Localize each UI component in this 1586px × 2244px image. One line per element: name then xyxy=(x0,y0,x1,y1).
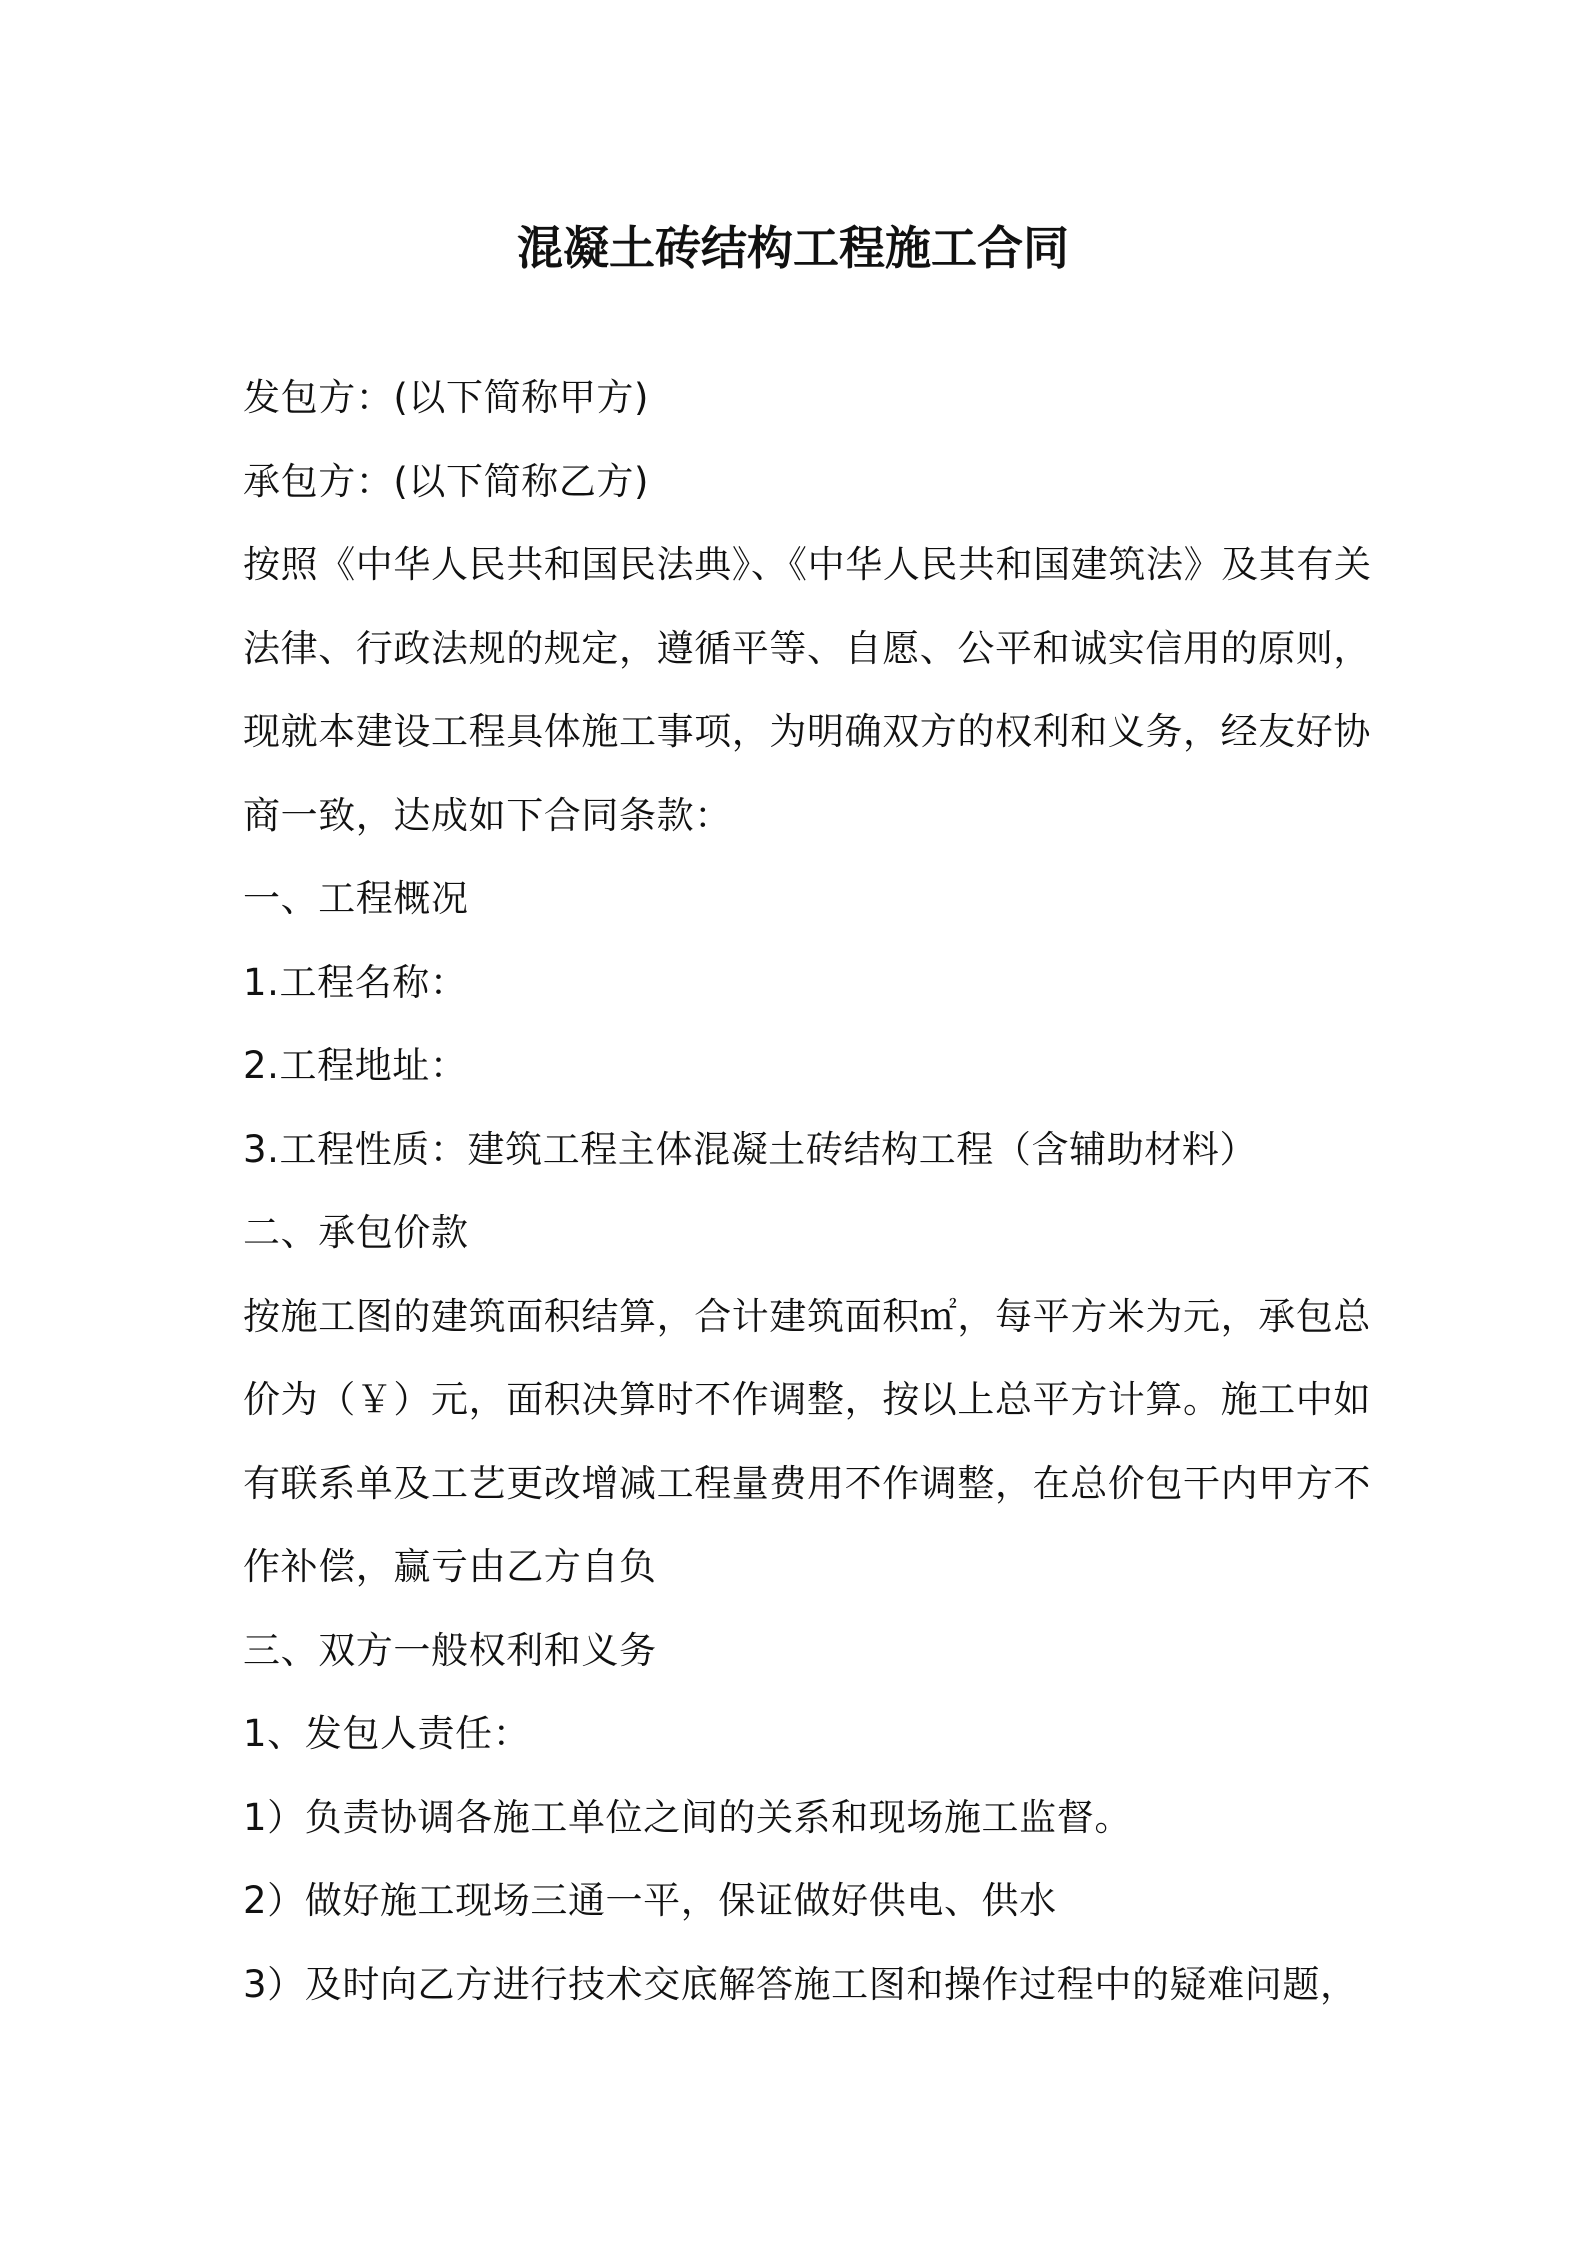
preamble-line: 法律、行政法规的规定，遵循平等、自愿、公平和诚实信用的原则， xyxy=(243,626,1371,670)
page-title: 混凝土砖结构工程施工合同 xyxy=(517,221,1069,275)
section-heading: 二、承包价款 xyxy=(243,1211,469,1254)
price-paragraph-line: 价为（￥）元，面积决算时不作调整，按以上总平方计算。施工中如 xyxy=(243,1378,1371,1421)
list-item: 3）及时向乙方进行技术交底解答施工图和操作过程中的疑难问题， xyxy=(243,1962,1358,2006)
project-nature-line: 3.工程性质：建筑工程主体混凝土砖结构工程（含辅助材料） xyxy=(243,1127,1258,1171)
project-name-line: 1.工程名称： xyxy=(243,960,468,1004)
party-b-line: 承包方：(以下简称乙方) xyxy=(243,459,650,503)
price-paragraph-line: 按施工图的建筑面积结算，合计建筑面积㎡，每平方米为元，承包总 xyxy=(243,1294,1371,1338)
preamble-line: 按照《中华人民共和国民法典》、《中华人民共和国建筑法》及其有关 xyxy=(243,543,1372,586)
price-paragraph-line: 作补偿，赢亏由乙方自负 xyxy=(243,1545,657,1588)
subsection-heading: 1、发包人责任： xyxy=(243,1712,531,1755)
price-paragraph-line: 有联系单及工艺更改增减工程量费用不作调整，在总价包干内甲方不 xyxy=(243,1461,1371,1505)
section-heading: 一、工程概况 xyxy=(243,877,469,920)
contract-body xyxy=(243,356,1372,2026)
list-item: 1）负责协调各施工单位之间的关系和现场施工监督。 xyxy=(243,1795,1132,1839)
list-item: 2）做好施工现场三通一平，保证做好供电、供水 xyxy=(243,1879,1057,1922)
section-heading: 三、双方一般权利和义务 xyxy=(243,1628,657,1672)
project-address-line: 2.工程地址： xyxy=(243,1044,468,1087)
preamble-line: 商一致，达成如下合同条款： xyxy=(243,793,732,837)
preamble-line: 现就本建设工程具体施工事项，为明确双方的权利和义务，经友好协 xyxy=(243,710,1371,753)
party-a-line: 发包方：(以下简称甲方) xyxy=(243,376,650,419)
